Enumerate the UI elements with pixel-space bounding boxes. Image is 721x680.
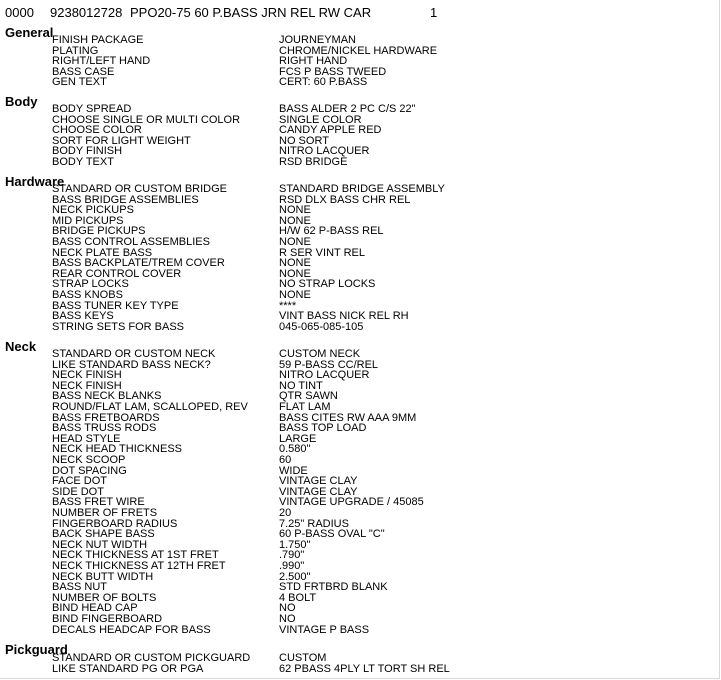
spec-label: BIND FINGERBOARD [52,613,163,625]
section-title-pickguard: Pickguard [5,642,68,657]
spec-label: BASS FRET WIRE [52,496,145,509]
spec-label: SORT FOR LIGHT WEIGHT [52,134,191,147]
spec-label: BASS CASE [52,65,115,78]
spec-value: NITRO LACQUER [279,369,370,382]
spec-label: STANDARD OR CUSTOM NECK [52,348,216,360]
spec-label: FACE DOT [52,475,108,488]
spec-value: R SER VINT REL [279,246,365,259]
section-title-general: General [5,25,54,40]
spec-value: CANDY APPLE RED [279,124,382,137]
spec-label: BODY FINISH [52,145,123,158]
spec-value: 4 BOLT [279,591,317,604]
spec-label: REAR CONTROL COVER [52,267,182,280]
spec-value: 2.500" [279,570,311,583]
spec-label: NECK BUTT WIDTH [52,570,154,583]
spec-label: BASS KNOBS [52,289,123,301]
spec-value: NONE [279,214,311,227]
model-description: PPO20-75 60 P.BASS JRN REL RW CAR [130,5,372,20]
spec-label: CHOOSE COLOR [52,124,142,137]
spec-label: ROUND/FLAT LAM, SCALLOPED, REV [52,401,248,413]
spec-value: NO [279,613,296,625]
spec-value: NONE [279,289,311,301]
spec-label: GEN TEXT [52,76,107,89]
spec-label: BASS FRETBOARDS [52,411,160,424]
spec-value: WIDE [279,464,308,477]
spec-label: BRIDGE PICKUPS [52,225,146,238]
spec-value: BASS CITES RW AAA 9MM [279,411,417,424]
spec-value: 7.25" RADIUS [279,517,349,530]
spec-value: BASS TOP LOAD [279,422,367,435]
spec-label: STRAP LOCKS [52,278,129,291]
spec-label: FINGERBOARD RADIUS [52,517,178,530]
spec-label: NECK THICKNESS AT 12TH FRET [52,560,226,572]
spec-value: VINTAGE P BASS [279,623,370,636]
spec-value: BASS ALDER 2 PC C/S 22" [279,103,416,115]
spec-label: NECK NUT WIDTH [52,538,148,551]
spec-label: CHOOSE SINGLE OR MULTI COLOR [52,113,241,126]
spec-label: STANDARD OR CUSTOM PICKGUARD [52,652,251,664]
spec-label: PLATING [52,44,99,57]
spec-value: RIGHT HAND [279,55,348,68]
spec-label: DECALS HEADCAP FOR BASS [52,623,211,636]
spec-value: NONE [279,257,311,270]
spec-label: BODY TEXT [52,156,114,168]
section-title-body: Body [5,94,38,109]
spec-label: MID PICKUPS [52,214,124,227]
spec-label: NECK PICKUPS [52,204,134,217]
spec-label: BASS CONTROL ASSEMBLIES [52,236,210,248]
spec-row [0,77,721,88]
spec-label: BASS BRIDGE ASSEMBLIES [52,193,199,206]
line-code: 0000 [5,5,34,20]
spec-value: 60 [279,454,292,466]
section-title-neck: Neck [5,339,37,354]
spec-value: H/W 62 P-BASS REL [279,225,384,238]
spec-value: RSD BRIDGE [279,156,348,168]
spec-row [0,466,721,477]
spec-label: FINISH PACKAGE [52,34,144,46]
spec-value: QTR SAWN [279,390,338,403]
spec-value: 60 P-BASS OVAL "C" [279,528,385,541]
spec-value: 59 P-BASS CC/REL [279,358,379,371]
spec-label: LIKE STANDARD BASS NECK? [52,358,211,371]
spec-value: LARGE [279,432,317,445]
spec-value: **** [279,299,297,312]
spec-value: CERT: 60 P.BASS [279,76,368,89]
spec-label: NUMBER OF BOLTS [52,591,157,604]
spec-value: NO SORT [279,134,329,147]
part-number: 9238012728 [50,5,123,20]
spec-value: VINTAGE UPGRADE / 45085 [279,496,424,509]
spec-value: NONE [279,267,311,280]
spec-label: BACK SHAPE BASS [52,528,155,541]
spec-row [0,625,721,636]
spec-label: NECK THICKNESS AT 1ST FRET [52,549,219,562]
spec-label: BASS TRUSS RODS [52,422,157,435]
spec-label: NECK SCOOP [52,454,126,466]
spec-label: HEAD STYLE [52,432,121,445]
spec-label: DOT SPACING [52,464,127,477]
spec-label: BASS TUNER KEY TYPE [52,299,179,312]
spec-label: LIKE STANDARD PG OR PGA [52,662,204,675]
spec-label: NUMBER OF FRETS [52,507,158,519]
spec-value: 045-065-085-105 [279,320,364,333]
spec-value: VINT BASS NICK REL RH [279,310,409,323]
spec-value: JOURNEYMAN [279,34,357,46]
spec-value: NITRO LACQUER [279,145,370,158]
spec-value: FCS P BASS TWEED [279,65,387,78]
spec-label: BASS NECK BLANKS [52,390,162,403]
spec-value: NO TINT [279,379,323,392]
spec-value: RSD DLX BASS CHR REL [279,193,411,206]
spec-value: NONE [279,204,311,217]
spec-value: 0.580" [279,443,311,456]
spec-value: STD FRTBRD BLANK [279,581,388,594]
spec-label: RIGHT/LEFT HAND [52,55,151,68]
spec-value: CUSTOM NECK [279,348,361,360]
spec-value: 20 [279,507,292,519]
spec-value: SINGLE COLOR [279,113,362,126]
spec-row [0,476,721,487]
spec-value: 1.750" [279,538,311,551]
spec-value: STANDARD BRIDGE ASSEMBLY [279,183,445,195]
spec-value: .790" [279,549,305,562]
spec-label: NECK PLATE BASS [52,246,153,259]
spec-label: SIDE DOT [52,485,104,498]
spec-value: FLAT LAM [279,401,331,413]
spec-label: BASS NUT [52,581,108,594]
spec-value: 62 PBASS 4PLY LT TORT SH REL [279,662,450,675]
spec-value: CUSTOM [279,652,327,664]
spec-value: NO [279,602,296,615]
spec-row [0,157,721,168]
spec-value: .990" [279,560,305,572]
spec-value: VINTAGE CLAY [279,485,358,498]
spec-label: STANDARD OR CUSTOM BRIDGE [52,183,227,195]
section-title-hardware: Hardware [5,174,65,189]
spec-row [0,664,721,675]
spec-label: BIND HEAD CAP [52,602,138,615]
spec-label: BASS KEYS [52,310,114,323]
spec-value: NONE [279,236,311,248]
spec-label: NECK FINISH [52,379,122,392]
quantity: 1 [430,5,438,20]
spec-label: BODY SPREAD [52,103,132,115]
spec-label: NECK FINISH [52,369,122,382]
spec-value: NO STRAP LOCKS [279,278,376,291]
spec-label: STRING SETS FOR BASS [52,320,185,333]
spec-value: CHROME/NICKEL HARDWARE [279,44,438,57]
spec-row [0,322,721,333]
spec-value: VINTAGE CLAY [279,475,358,488]
spec-label: NECK HEAD THICKNESS [52,443,182,456]
spec-label: BASS BACKPLATE/TREM COVER [52,257,225,270]
